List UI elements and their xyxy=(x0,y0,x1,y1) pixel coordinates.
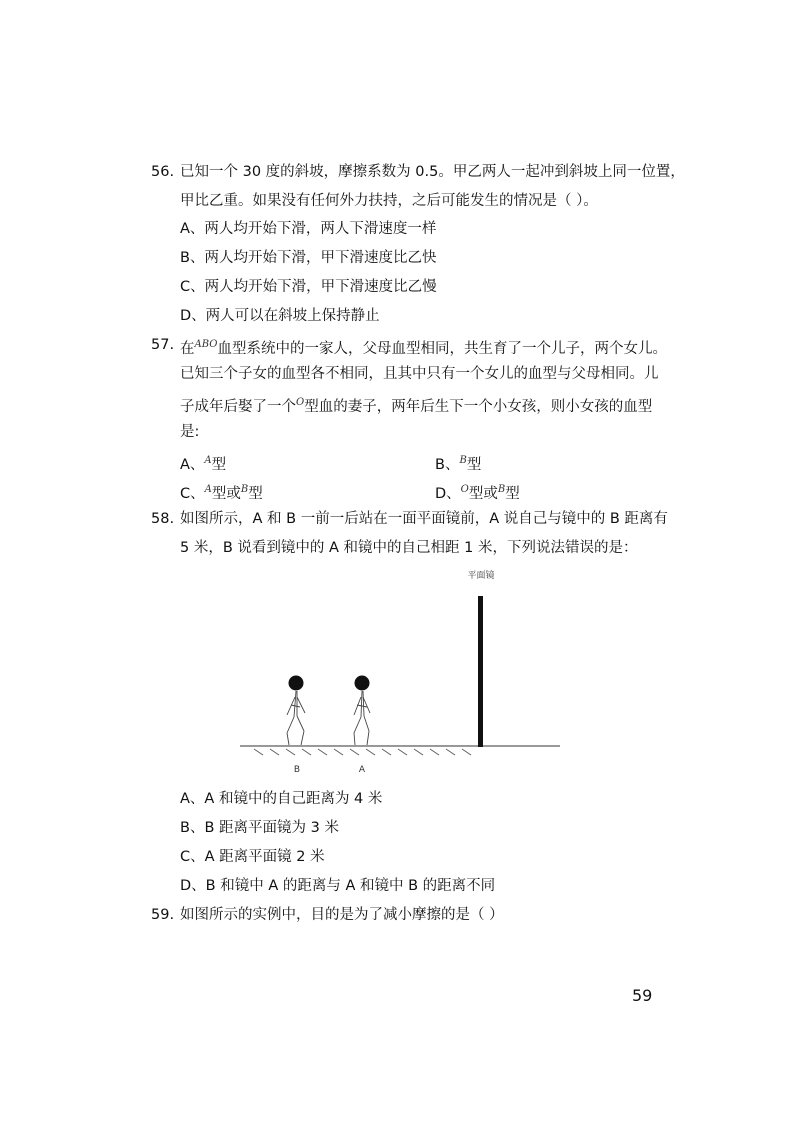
question-text: 5 米，B 说看到镜中的 A 和镜中的自己相距 1 米，下列说法错误的是： xyxy=(180,540,638,556)
question-number: 59. xyxy=(151,907,175,923)
option-d: D、两人可以在斜坡上保持静止 xyxy=(180,308,380,324)
question-text: 甲比乙重。如果没有任何外力扶持，之后可能发生的情况是（ ）。 xyxy=(180,193,598,209)
plane-mirror xyxy=(478,596,483,747)
question-text: 已知三个子女的血型各不相同，且其中只有一个女儿的血型与父母相同。儿 xyxy=(180,366,659,382)
option-d: D、B 和镜中 A 的距离与 A 和镜中 B 的距离不同 xyxy=(180,878,496,894)
option-c: C、两人均开始下滑，甲下滑速度比乙慢 xyxy=(180,279,437,295)
option-c: C、A 距离平面镜 2 米 xyxy=(180,849,325,865)
page-number: 59 xyxy=(632,986,653,1005)
question-text: 已知一个 30 度的斜坡，摩擦系数为 0.5。甲乙两人一起冲到斜坡上同一位置， xyxy=(180,164,685,180)
option-b: B、$^B$型 xyxy=(435,455,482,473)
person-a-label: A xyxy=(358,765,366,775)
question-text: 如图所示，A 和 B 一前一后站在一面平面镜前，A 说自己与镜中的 B 距离有 xyxy=(180,511,668,527)
mirror-label: 平面镜 xyxy=(467,571,495,581)
question-number: 58. xyxy=(151,511,175,527)
question-text: 在$^{ABO}$血型系统中的一家人，父母血型相同，共生育了一个儿子，两个女儿。 xyxy=(180,339,667,357)
person-b-figure xyxy=(287,676,305,746)
question-text: 是: xyxy=(180,424,200,440)
question-number: 56. xyxy=(151,164,175,180)
question-text: 子成年后娶了一个$^O$型血的妻子，两年后生下一个小女孩，则小女孩的血型 xyxy=(180,397,653,415)
option-b: B、B 距离平面镜为 3 米 xyxy=(180,820,339,836)
option-a: A、A 和镜中的自己距离为 4 米 xyxy=(180,791,383,807)
option-d: D、$^O$型或$^B$型 xyxy=(435,484,520,502)
option-a: A、两人均开始下滑，两人下滑速度一样 xyxy=(180,221,437,237)
option-a: A、$^A$型 xyxy=(180,455,227,473)
question-number: 57. xyxy=(151,337,175,353)
ground-hatching xyxy=(254,749,471,755)
mirror-figure xyxy=(230,565,570,780)
question-text: 如图所示的实例中，目的是为了减小摩擦的是（ ） xyxy=(180,907,504,923)
option-b: B、两人均开始下滑，甲下滑速度比乙快 xyxy=(180,250,437,266)
person-a-figure xyxy=(354,676,370,746)
option-c: C、$^A$型或$^B$型 xyxy=(180,484,263,502)
person-b-label: B xyxy=(293,765,301,775)
